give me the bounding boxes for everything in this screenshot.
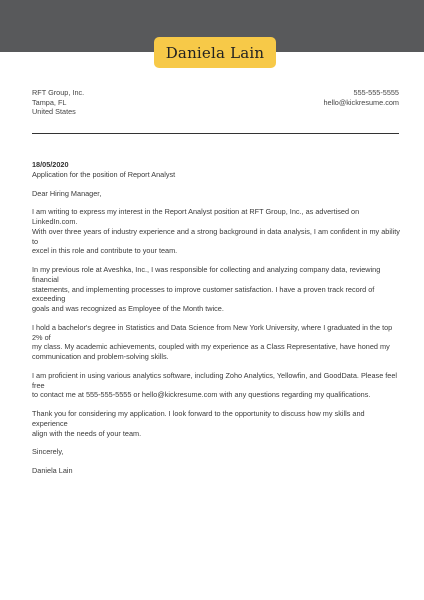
- letter-paragraph: [32, 409, 402, 438]
- paragraph-line: excel in this role and contribute to your team.: [32, 246, 178, 256]
- letter-signature: Daniela Lain: [32, 466, 73, 476]
- paragraph-line: I am writing to express my interest in the Report Analyst position at RFT Group, Inc., as advertised on LinkedIn.com.: [32, 207, 360, 227]
- recipient-city: Tampa, FL: [32, 97, 67, 107]
- recipient-country: United States: [32, 107, 76, 117]
- header-divider: [32, 133, 399, 134]
- paragraph-line: statements, and implementing processes to improve customer satisfaction. I have a proven track record of exceeding: [32, 284, 375, 304]
- letter-body: [32, 160, 402, 485]
- paragraph-line: I hold a bachelor's degree in Statistics and Data Science from New York University, where I graduated in the top 2% of: [32, 322, 393, 342]
- paragraph-line: With over three years of industry experience and a strong background in data analysis, I am confident in my ability to: [32, 226, 400, 246]
- paragraph-line: to contact me at 555-555-5555 or hello@kickresume.com with any questions regarding my qualifications.: [32, 390, 371, 400]
- paragraph-line: goals and was recognized as Employee of the Month twice.: [32, 304, 224, 313]
- sender-contact: [323, 88, 399, 107]
- letter-date: 18/05/2020: [32, 160, 69, 169]
- recipient-company: RFT Group, Inc.: [32, 88, 85, 97]
- letter-paragraph: [32, 371, 402, 400]
- sender-phone: 555-555-5555: [353, 88, 399, 97]
- applicant-name-badge: Daniela Lain: [154, 37, 276, 68]
- letter-paragraph: [32, 323, 402, 362]
- paragraph-line: Thank you for considering my application. I look forward to the opportunity to discuss how my skills and experience: [32, 409, 365, 428]
- paragraph-line: I am proficient in using various analytics software, including Zoho Analytics, Yellowfin, and GoodData. Please feel free: [32, 370, 398, 390]
- paragraph-line: align with the needs of your team.: [32, 428, 142, 438]
- paragraph-line: In my previous role at Aveshka, Inc., I was responsible for collecting and analyzing company data, reviewing financial: [32, 265, 381, 284]
- letter-greeting: Dear Hiring Manager,: [32, 188, 102, 198]
- paragraph-line: my class. My academic achievements, coupled with my experience as a Class Representative, have honed my: [32, 342, 390, 352]
- letter-paragraph: [32, 207, 402, 256]
- paragraph-line: communication and problem-solving skills.: [32, 352, 169, 361]
- recipient-address: [32, 88, 84, 117]
- letter-subject: Application for the position of Report Analyst: [32, 169, 176, 179]
- sender-email: hello@kickresume.com: [323, 97, 399, 107]
- letter-closing: Sincerely,: [32, 447, 64, 457]
- letter-paragraph: [32, 265, 402, 314]
